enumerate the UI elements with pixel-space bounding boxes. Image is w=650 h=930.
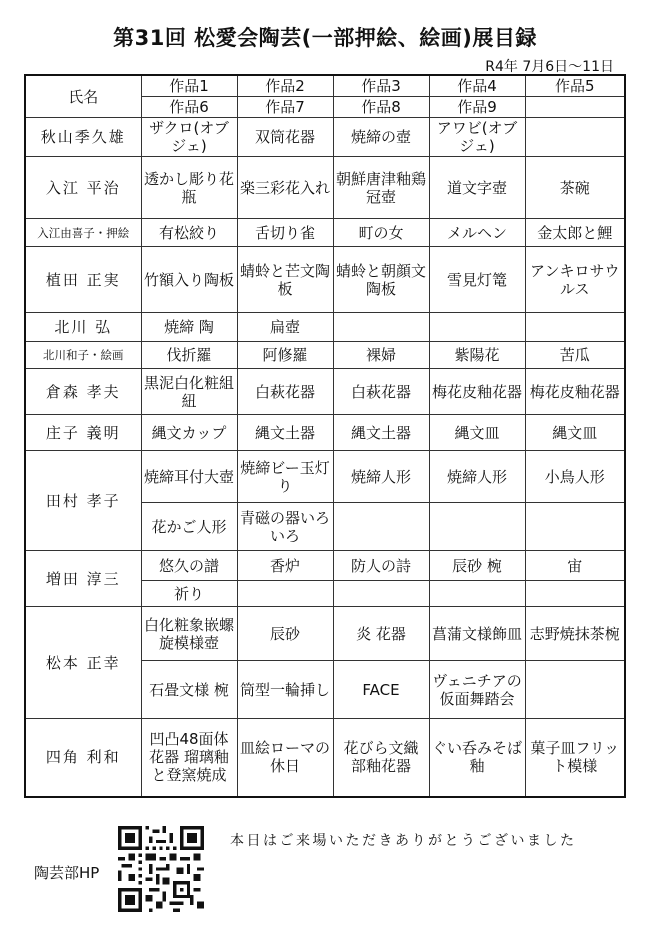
artist-name: 秋山季久雄 [25, 118, 141, 157]
work-cell: 道文字壺 [429, 157, 525, 219]
page-title: 第31回 松愛会陶芸(一部押絵、絵画)展目録 [113, 26, 537, 50]
work-cell: 楽三彩花入れ [237, 157, 333, 219]
work-cell [237, 581, 333, 607]
table-row [25, 607, 625, 661]
name-column-header: 氏名 [25, 75, 141, 118]
work-cell: 伐折羅 [141, 342, 237, 369]
work-cell [525, 118, 625, 157]
work-cell: 祈り [141, 581, 237, 607]
work-cell: 防人の詩 [333, 551, 429, 581]
work-cell: 宙 [525, 551, 625, 581]
work-cell [525, 503, 625, 551]
work-cell: 皿絵ローマの休日 [237, 719, 333, 797]
table-row [25, 219, 625, 247]
work-cell: 扁壺 [237, 313, 333, 342]
work-header: 作品5 [525, 75, 625, 97]
work-cell [429, 581, 525, 607]
work-header: 作品8 [333, 97, 429, 118]
work-cell: 志野焼抹茶椀 [525, 607, 625, 661]
work-cell: 花かご人形 [141, 503, 237, 551]
exhibition-date: R4年 7月6日〜11日 [485, 59, 614, 75]
work-cell: 小鳥人形 [525, 451, 625, 503]
artist-name: 北川和子・絵画 [25, 342, 141, 369]
work-cell: 焼締ビー玉灯り [237, 451, 333, 503]
header-row [25, 75, 625, 97]
work-cell: 茶碗 [525, 157, 625, 219]
work-cell: メルヘン [429, 219, 525, 247]
table-row [25, 719, 625, 797]
work-cell: 縄文皿 [525, 415, 625, 451]
work-cell: 焼締 陶 [141, 313, 237, 342]
work-cell: 香炉 [237, 551, 333, 581]
work-header: 作品2 [237, 75, 333, 97]
work-cell: 雪見灯篭 [429, 247, 525, 313]
work-cell: 石畳文様 椀 [141, 661, 237, 719]
work-cell: 花びら文織 部釉花器 [333, 719, 429, 797]
table-row [25, 118, 625, 157]
work-cell: FACE [333, 661, 429, 719]
work-cell: 梅花皮釉花器 [429, 369, 525, 415]
table-row [25, 247, 625, 313]
artist-name: 庄子 義明 [25, 415, 141, 451]
work-header: 作品3 [333, 75, 429, 97]
work-cell: 蜻蛉と芒文陶板 [237, 247, 333, 313]
work-cell: 白萩花器 [333, 369, 429, 415]
artist-name: 北川 弘 [25, 313, 141, 342]
work-header: 作品9 [429, 97, 525, 118]
work-cell: 双筒花器 [237, 118, 333, 157]
work-cell: 梅花皮釉花器 [525, 369, 625, 415]
work-cell [429, 313, 525, 342]
work-cell: 蜻蛉と朝顔文陶板 [333, 247, 429, 313]
work-header: 作品1 [141, 75, 237, 97]
work-cell: 縄文カップ [141, 415, 237, 451]
work-cell: 裸婦 [333, 342, 429, 369]
artist-name: 倉森 孝夫 [25, 369, 141, 415]
thank-you-message: 本日はご来場いただきありがとうございました [230, 833, 577, 849]
table-row [25, 342, 625, 369]
work-cell [525, 581, 625, 607]
work-cell: 金太郎と鯉 [525, 219, 625, 247]
work-cell [429, 503, 525, 551]
artist-name: 増田 淳三 [25, 551, 141, 607]
work-cell: 有松絞り [141, 219, 237, 247]
work-cell: 朝鮮唐津釉鶏冠壺 [333, 157, 429, 219]
work-cell: 炎 花器 [333, 607, 429, 661]
work-cell [333, 581, 429, 607]
artist-name: 入江由喜子・押絵 [25, 219, 141, 247]
artist-name: 松本 正幸 [25, 607, 141, 719]
work-cell: 白化粧象嵌螺旋模様壺 [141, 607, 237, 661]
work-cell: ザクロ(オブジェ) [141, 118, 237, 157]
pottery-club-hp-label: 陶芸部HP [34, 864, 100, 882]
work-cell: 筒型一輪挿し [237, 661, 333, 719]
table-row [25, 313, 625, 342]
table-row [25, 415, 625, 451]
work-cell: アンキロサウルス [525, 247, 625, 313]
work-cell: ぐい呑みそば釉 [429, 719, 525, 797]
work-cell: 菖蒲文様飾皿 [429, 607, 525, 661]
work-cell: 阿修羅 [237, 342, 333, 369]
work-cell: 苦瓜 [525, 342, 625, 369]
work-cell: 縄文土器 [237, 415, 333, 451]
work-header: 作品4 [429, 75, 525, 97]
artist-name: 田村 孝子 [25, 451, 141, 551]
work-cell [525, 313, 625, 342]
qr-code-icon[interactable] [118, 826, 204, 912]
work-cell: 黒泥白化粧組紐 [141, 369, 237, 415]
work-cell: 菓子皿フリット模様 [525, 719, 625, 797]
exhibit-catalog-table [24, 74, 626, 798]
table-row [25, 551, 625, 581]
work-cell [333, 503, 429, 551]
table-row [25, 157, 625, 219]
work-cell [525, 661, 625, 719]
table-row [25, 369, 625, 415]
work-cell: ヴェニチアの仮面舞踏会 [429, 661, 525, 719]
work-cell: 焼締耳付大壺 [141, 451, 237, 503]
work-cell: 町の女 [333, 219, 429, 247]
artist-name: 入江 平治 [25, 157, 141, 219]
work-cell: 凹凸48面体花器 瑠璃釉と登窯焼成 [141, 719, 237, 797]
work-cell: 辰砂 椀 [429, 551, 525, 581]
work-cell: 焼締人形 [429, 451, 525, 503]
table-row [25, 451, 625, 503]
work-cell: 白萩花器 [237, 369, 333, 415]
work-cell: 縄文皿 [429, 415, 525, 451]
work-cell: 辰砂 [237, 607, 333, 661]
work-header: 作品7 [237, 97, 333, 118]
work-cell: アワビ(オブジェ) [429, 118, 525, 157]
work-cell: 悠久の譜 [141, 551, 237, 581]
work-cell: 青磁の器いろいろ [237, 503, 333, 551]
work-cell: 焼締人形 [333, 451, 429, 503]
work-cell: 焼締の壺 [333, 118, 429, 157]
work-cell: 竹額入り陶板 [141, 247, 237, 313]
artist-name: 植田 正実 [25, 247, 141, 313]
work-header: 作品6 [141, 97, 237, 118]
artist-name: 四角 利和 [25, 719, 141, 797]
work-header [525, 97, 625, 118]
work-cell: 紫陽花 [429, 342, 525, 369]
work-cell: 舌切り雀 [237, 219, 333, 247]
work-cell [333, 313, 429, 342]
work-cell: 縄文土器 [333, 415, 429, 451]
work-cell: 透かし彫り花瓶 [141, 157, 237, 219]
